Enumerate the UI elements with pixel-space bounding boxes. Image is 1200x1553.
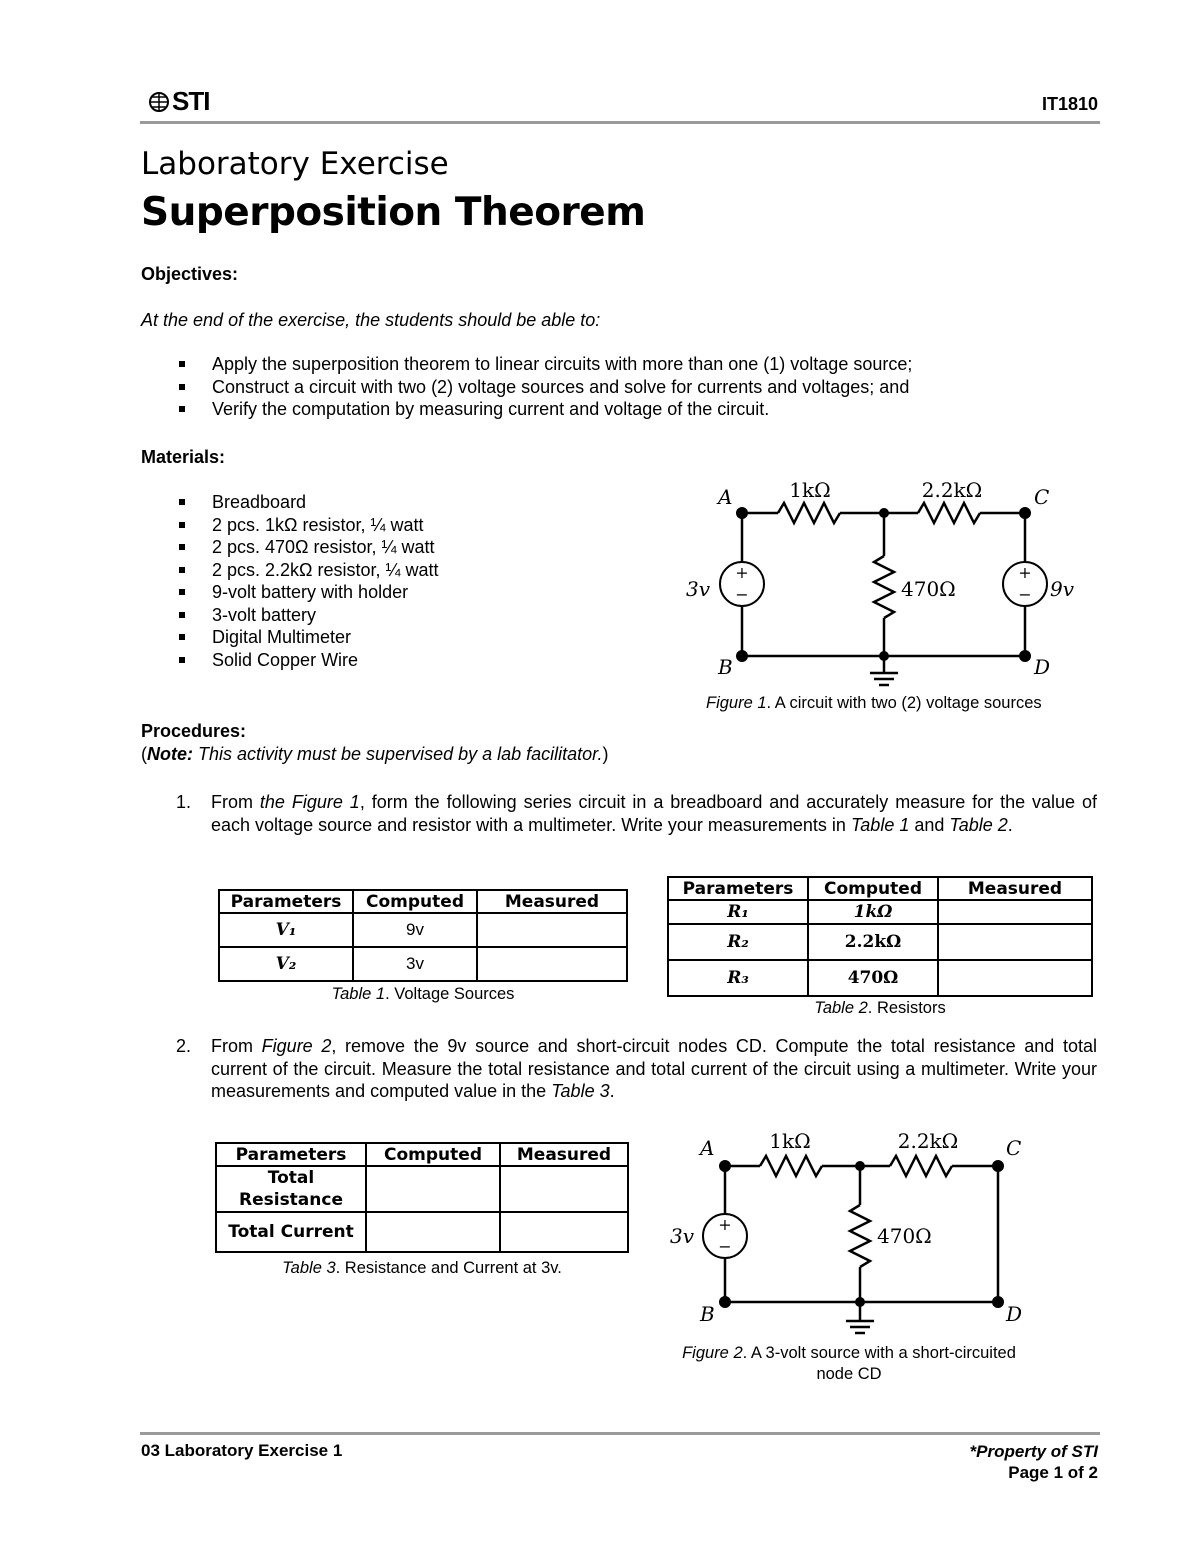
table-row	[219, 947, 627, 981]
measured-cell[interactable]	[500, 1166, 628, 1212]
param-cell: R₃	[668, 960, 808, 996]
step-text: From	[211, 792, 260, 812]
list-item: 3-volt battery	[141, 604, 439, 627]
measured-cell[interactable]	[500, 1212, 628, 1252]
materials-list	[141, 491, 439, 671]
list-item: 9-volt battery with holder	[141, 581, 439, 604]
logo-text: STI	[172, 86, 210, 116]
r2-label: 2.2kΩ	[897, 1129, 959, 1153]
node-b-label: B	[718, 655, 733, 679]
plus-sign: +	[735, 563, 749, 582]
computed-cell: 3v	[353, 947, 477, 981]
table-row	[219, 913, 627, 947]
table-header: Parameters	[219, 890, 353, 913]
note-text: This activity must be supervised by a lab facilitator.	[193, 744, 603, 764]
list-item: 2 pcs. 470Ω resistor, ¼ watt	[141, 536, 439, 559]
computed-cell: 2.2kΩ	[808, 924, 938, 960]
list-item: Apply the superposition theorem to linear circuits with more than one (1) voltage source;	[141, 353, 912, 376]
measured-cell[interactable]	[477, 947, 627, 981]
table-header: Computed	[366, 1143, 500, 1166]
course-code: IT1810	[1041, 94, 1098, 114]
table-1-voltage-sources	[218, 889, 628, 982]
page-title: Superposition Theorem	[141, 190, 646, 235]
procedure-step-2	[176, 1035, 1098, 1103]
node-d-label: D	[1034, 655, 1051, 679]
r1-label: 1kΩ	[789, 478, 831, 502]
table-header: Parameters	[668, 877, 808, 900]
table-1-caption	[218, 985, 628, 1004]
step-text-italic: the Figure 1	[259, 792, 360, 812]
step-text: .	[1007, 814, 1013, 835]
procedures-heading: Procedures:	[141, 721, 247, 741]
table-3-caption	[215, 1259, 629, 1278]
step-text: , remove the 9v source and short-circuit nodes CD. Compute the total resistance and total current of the circuit. Measure the total resistance and total current of the circuit using a multimeter. Write your measurements and computed value in the	[211, 1036, 1098, 1101]
step-text-italic: Figure 2	[261, 1036, 332, 1056]
table-row	[668, 960, 1092, 996]
objectives-intro: At the end of the exercise, the students should be able to:	[141, 310, 601, 330]
minus-sign: −	[1018, 585, 1032, 604]
step-text: .	[609, 1081, 615, 1101]
header-divider	[140, 121, 1100, 124]
list-item: Solid Copper Wire	[141, 649, 439, 672]
minus-sign: −	[735, 585, 749, 604]
computed-cell[interactable]	[366, 1212, 500, 1252]
table-header: Measured	[938, 877, 1092, 900]
computed-cell: 9v	[353, 913, 477, 947]
step-number: 2.	[176, 1036, 192, 1056]
node-a-label: A	[718, 485, 733, 509]
caption-text: node CD	[816, 1365, 882, 1383]
table-header: Measured	[500, 1143, 628, 1166]
step-text-italic: Table 2	[949, 814, 1008, 835]
footer-divider	[140, 1432, 1100, 1435]
table-3-resistance-current	[215, 1142, 629, 1253]
globe-icon	[148, 91, 170, 113]
page-number: Page 1 of 2	[1008, 1463, 1098, 1482]
measured-cell[interactable]	[938, 900, 1092, 924]
objectives-list	[141, 353, 912, 421]
list-item: Breadboard	[141, 491, 439, 514]
caption-text: . Voltage Sources	[385, 985, 515, 1003]
r1-label: 1kΩ	[769, 1129, 811, 1153]
footer-right	[970, 1441, 1098, 1483]
step-text-italic: Table 3	[551, 1081, 610, 1101]
computed-cell[interactable]	[366, 1166, 500, 1212]
list-item: Construct a circuit with two (2) voltage sources and solve for currents and voltages; and	[141, 376, 912, 399]
table-row	[216, 1212, 628, 1252]
note-label: Note:	[147, 744, 193, 764]
param-cell: R₁	[668, 900, 808, 924]
figure-1-circuit	[660, 470, 1100, 700]
r2-label: 2.2kΩ	[921, 478, 983, 502]
figure-1-caption	[706, 694, 1042, 713]
node-d-label: D	[1006, 1302, 1023, 1326]
minus-sign: −	[718, 1237, 732, 1256]
node-a-label: A	[700, 1136, 715, 1160]
list-item: Verify the computation by measuring current and voltage of the circuit.	[141, 398, 912, 421]
caption-label: Table 1	[331, 985, 386, 1003]
procedure-step-1	[176, 791, 1097, 836]
table-header: Measured	[477, 890, 627, 913]
computed-cell: 470Ω	[808, 960, 938, 996]
caption-label: Table 2	[814, 999, 868, 1017]
node-b-label: B	[700, 1302, 715, 1326]
page-subtitle: Laboratory Exercise	[141, 146, 449, 182]
table-row	[216, 1166, 628, 1212]
v1-label: 3v	[670, 1224, 695, 1248]
table-row	[668, 900, 1092, 924]
caption-label: Table 3	[282, 1259, 336, 1277]
figure-2-caption	[640, 1343, 1058, 1385]
r3-label: 470Ω	[901, 577, 956, 601]
r3-label: 470Ω	[877, 1224, 932, 1248]
measured-cell[interactable]	[477, 913, 627, 947]
param-cell: V₁	[219, 913, 353, 947]
table-2-caption	[667, 999, 1093, 1018]
param-cell	[216, 1166, 366, 1212]
figure-2-circuit	[660, 1125, 1060, 1345]
plus-sign: +	[718, 1215, 732, 1234]
node-c-label: C	[1034, 485, 1050, 509]
table-2-resistors	[667, 876, 1093, 997]
caption-label: Figure 2	[682, 1344, 743, 1362]
caption-text: . A 3-volt source with a short-circuited	[742, 1344, 1016, 1362]
note-close: )	[602, 744, 609, 764]
table-header: Computed	[353, 890, 477, 913]
param-cell: Total Current	[216, 1212, 366, 1252]
procedures-note	[141, 744, 609, 765]
measured-cell[interactable]	[938, 924, 1092, 960]
v1-label: 3v	[686, 577, 711, 601]
list-item: 2 pcs. 1kΩ resistor, ¼ watt	[141, 514, 439, 537]
caption-text: . Resistors	[867, 999, 946, 1017]
list-item: Digital Multimeter	[141, 626, 439, 649]
v2-label: 9v	[1050, 577, 1075, 601]
footer-left: 03 Laboratory Exercise 1	[141, 1441, 343, 1460]
objectives-heading: Objectives:	[141, 264, 239, 284]
note-open: (	[141, 744, 147, 764]
param-cell: V₂	[219, 947, 353, 981]
materials-heading: Materials:	[141, 447, 226, 467]
node-c-label: C	[1006, 1136, 1022, 1160]
plus-sign: +	[1018, 563, 1032, 582]
caption-text: . A circuit with two (2) voltage sources	[766, 694, 1042, 712]
step-text-italic: Table 1	[850, 814, 910, 835]
param-line: Total	[267, 1168, 315, 1188]
param-cell: R₂	[668, 924, 808, 960]
computed-cell: 1kΩ	[808, 900, 938, 924]
step-number: 1.	[176, 792, 192, 812]
param-line: Resistance	[239, 1190, 343, 1210]
property-notice: *Property of STI	[969, 1442, 1098, 1461]
table-row	[668, 924, 1092, 960]
measured-cell[interactable]	[938, 960, 1092, 996]
caption-label: Figure 1	[706, 694, 767, 712]
table-header: Computed	[808, 877, 938, 900]
sti-logo	[148, 86, 209, 117]
caption-text: . Resistance and Current at 3v.	[335, 1259, 562, 1277]
list-item: 2 pcs. 2.2kΩ resistor, ¼ watt	[141, 559, 439, 582]
step-text: From	[211, 1036, 262, 1056]
table-header: Parameters	[216, 1143, 366, 1166]
step-text: , form the following series circuit in a breadboard and accurately measure for the value of each voltage source and resistor with a multimeter. Write your measurements in	[211, 792, 1097, 835]
step-text: and	[909, 814, 950, 835]
